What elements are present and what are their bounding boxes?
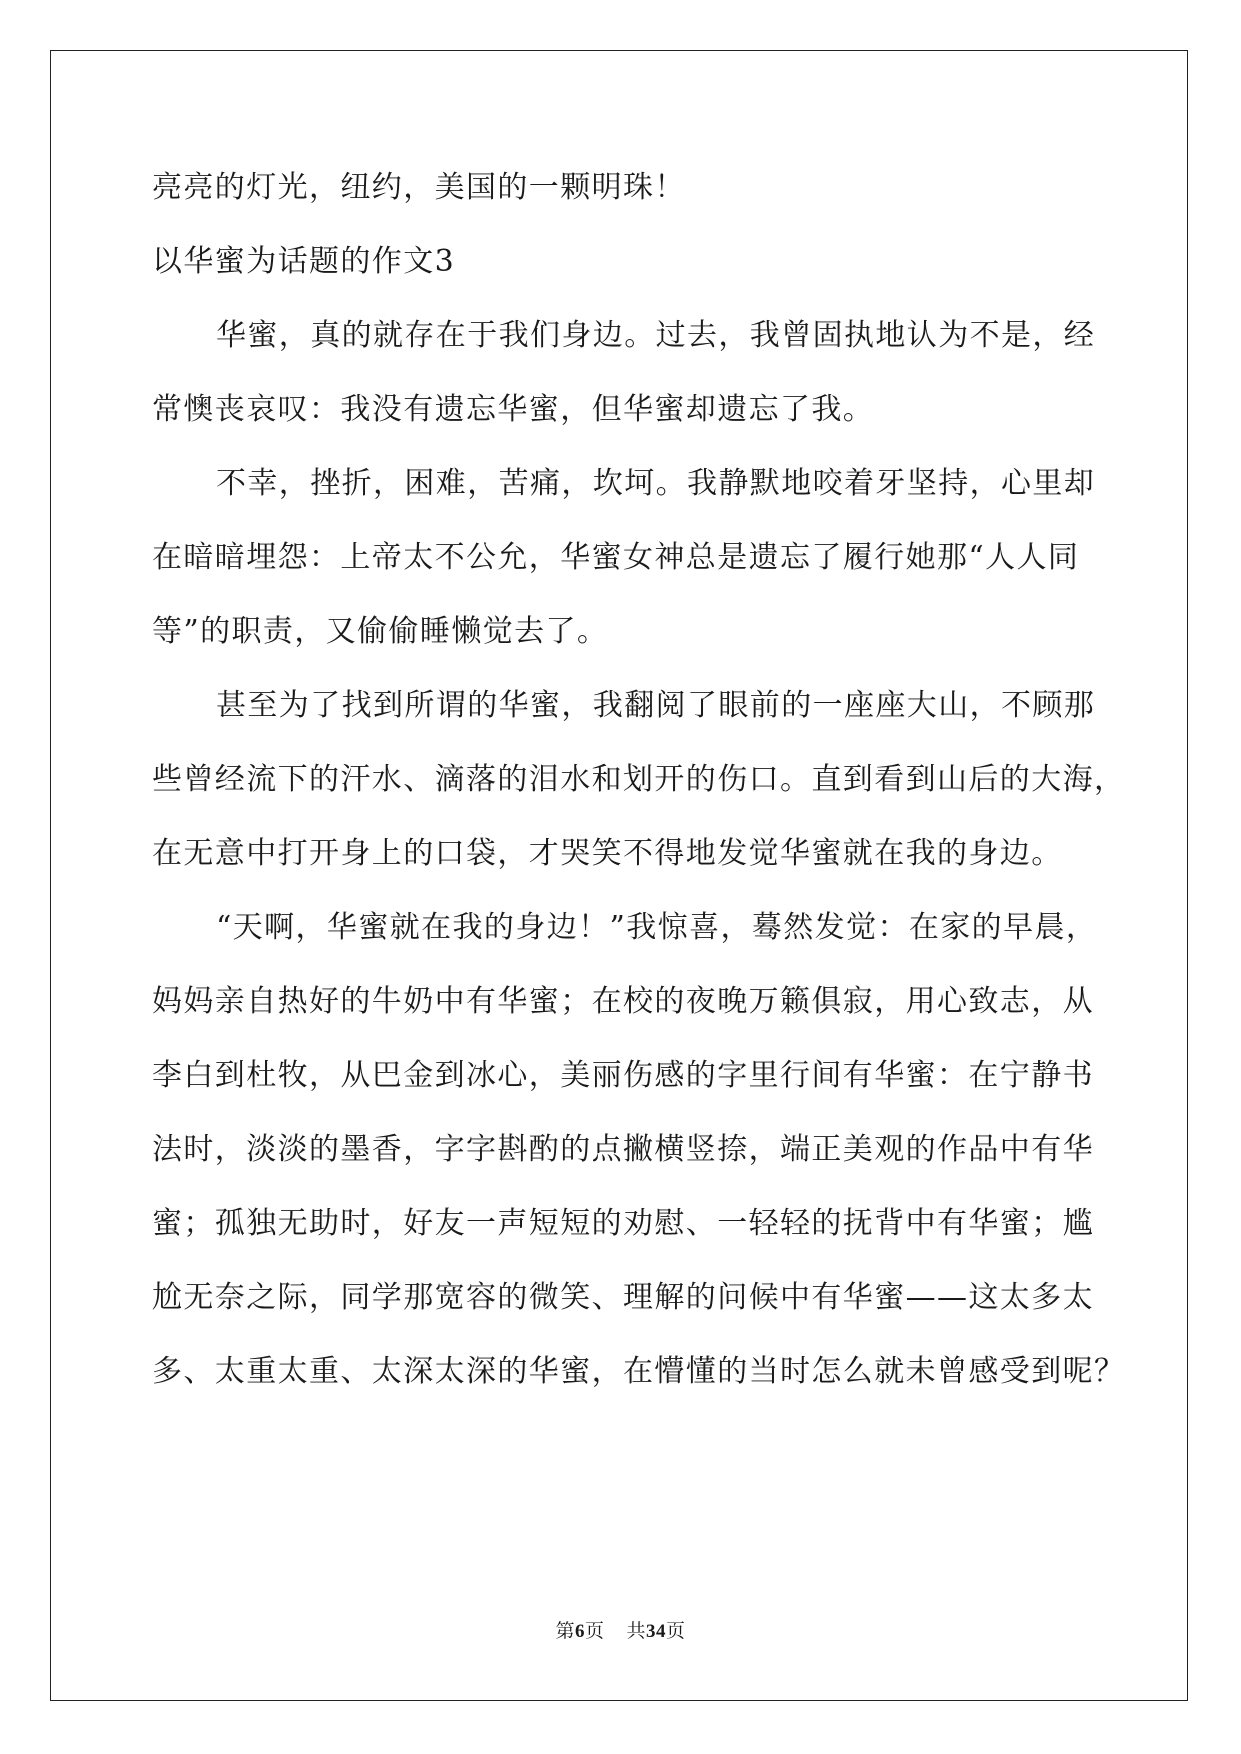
- text-line: 甚至为了找到所谓的华蜜，我翻阅了眼前的一座座大山，不顾那: [216, 688, 1096, 723]
- text-line: 亮亮的灯光，纽约，美国的一颗明珠！: [152, 170, 686, 205]
- section-heading: 以华蜜为话题的作文3: [152, 244, 456, 279]
- text-line: 尬无奈之际，同学那宽容的微笑、理解的问候中有华蜜——这太多太: [152, 1280, 1094, 1315]
- text-line: 常懊丧哀叹：我没有遗忘华蜜，但华蜜却遗忘了我。: [152, 392, 875, 427]
- current-page-number: 6: [574, 1621, 585, 1642]
- text-line: 李白到杜牧，从巴金到冰心，美丽伤感的字里行间有华蜜：在宁静书: [152, 1058, 1094, 1093]
- text-line: 蜜；孤独无助时，好友一声短短的劝慰、一轻轻的抚背中有华蜜；尴: [152, 1206, 1094, 1241]
- text-line: 华蜜，真的就存在于我们身边。过去，我曾固执地认为不是，经: [216, 318, 1096, 353]
- text-line: 妈妈亲自热好的牛奶中有华蜜；在校的夜晚万籁俱寂，用心致志，从: [152, 984, 1094, 1019]
- text-line: 些曾经流下的汗水、滴落的泪水和划开的伤口。直到看到山后的大海，: [152, 762, 1126, 797]
- text-line: 不幸，挫折，困难，苦痛，坎坷。我静默地咬着牙坚持，心里却: [216, 466, 1096, 501]
- text-line: 法时，淡淡的墨香，字字斟酌的点撇横竖捺，端正美观的作品中有华: [152, 1132, 1094, 1167]
- page-unit: 页: [584, 1620, 605, 1642]
- text-line: 多、太重太重、太深太深的华蜜，在懵懂的当时怎么就未曾感受到呢？: [152, 1354, 1126, 1389]
- total-prefix: 共: [626, 1620, 647, 1642]
- total-page-number: 34: [646, 1621, 667, 1642]
- text-line: 等”的职责，又偷偷睡懒觉去了。: [152, 614, 609, 649]
- total-unit: 页: [666, 1620, 686, 1642]
- text-line: “天啊，华蜜就在我的身边！”我惊喜，蓦然发觉：在家的早晨，: [216, 910, 1098, 945]
- document-body: [152, 163, 1126, 1421]
- page-footer: [0, 1616, 1241, 1643]
- text-line: 在无意中打开身上的口袋，才哭笑不得地发觉华蜜就在我的身边。: [152, 836, 1063, 871]
- text-line: 在暗暗埋怨：上帝太不公允，华蜜女神总是遗忘了履行她那“人人同: [152, 540, 1080, 575]
- page-prefix: 第: [555, 1620, 575, 1642]
